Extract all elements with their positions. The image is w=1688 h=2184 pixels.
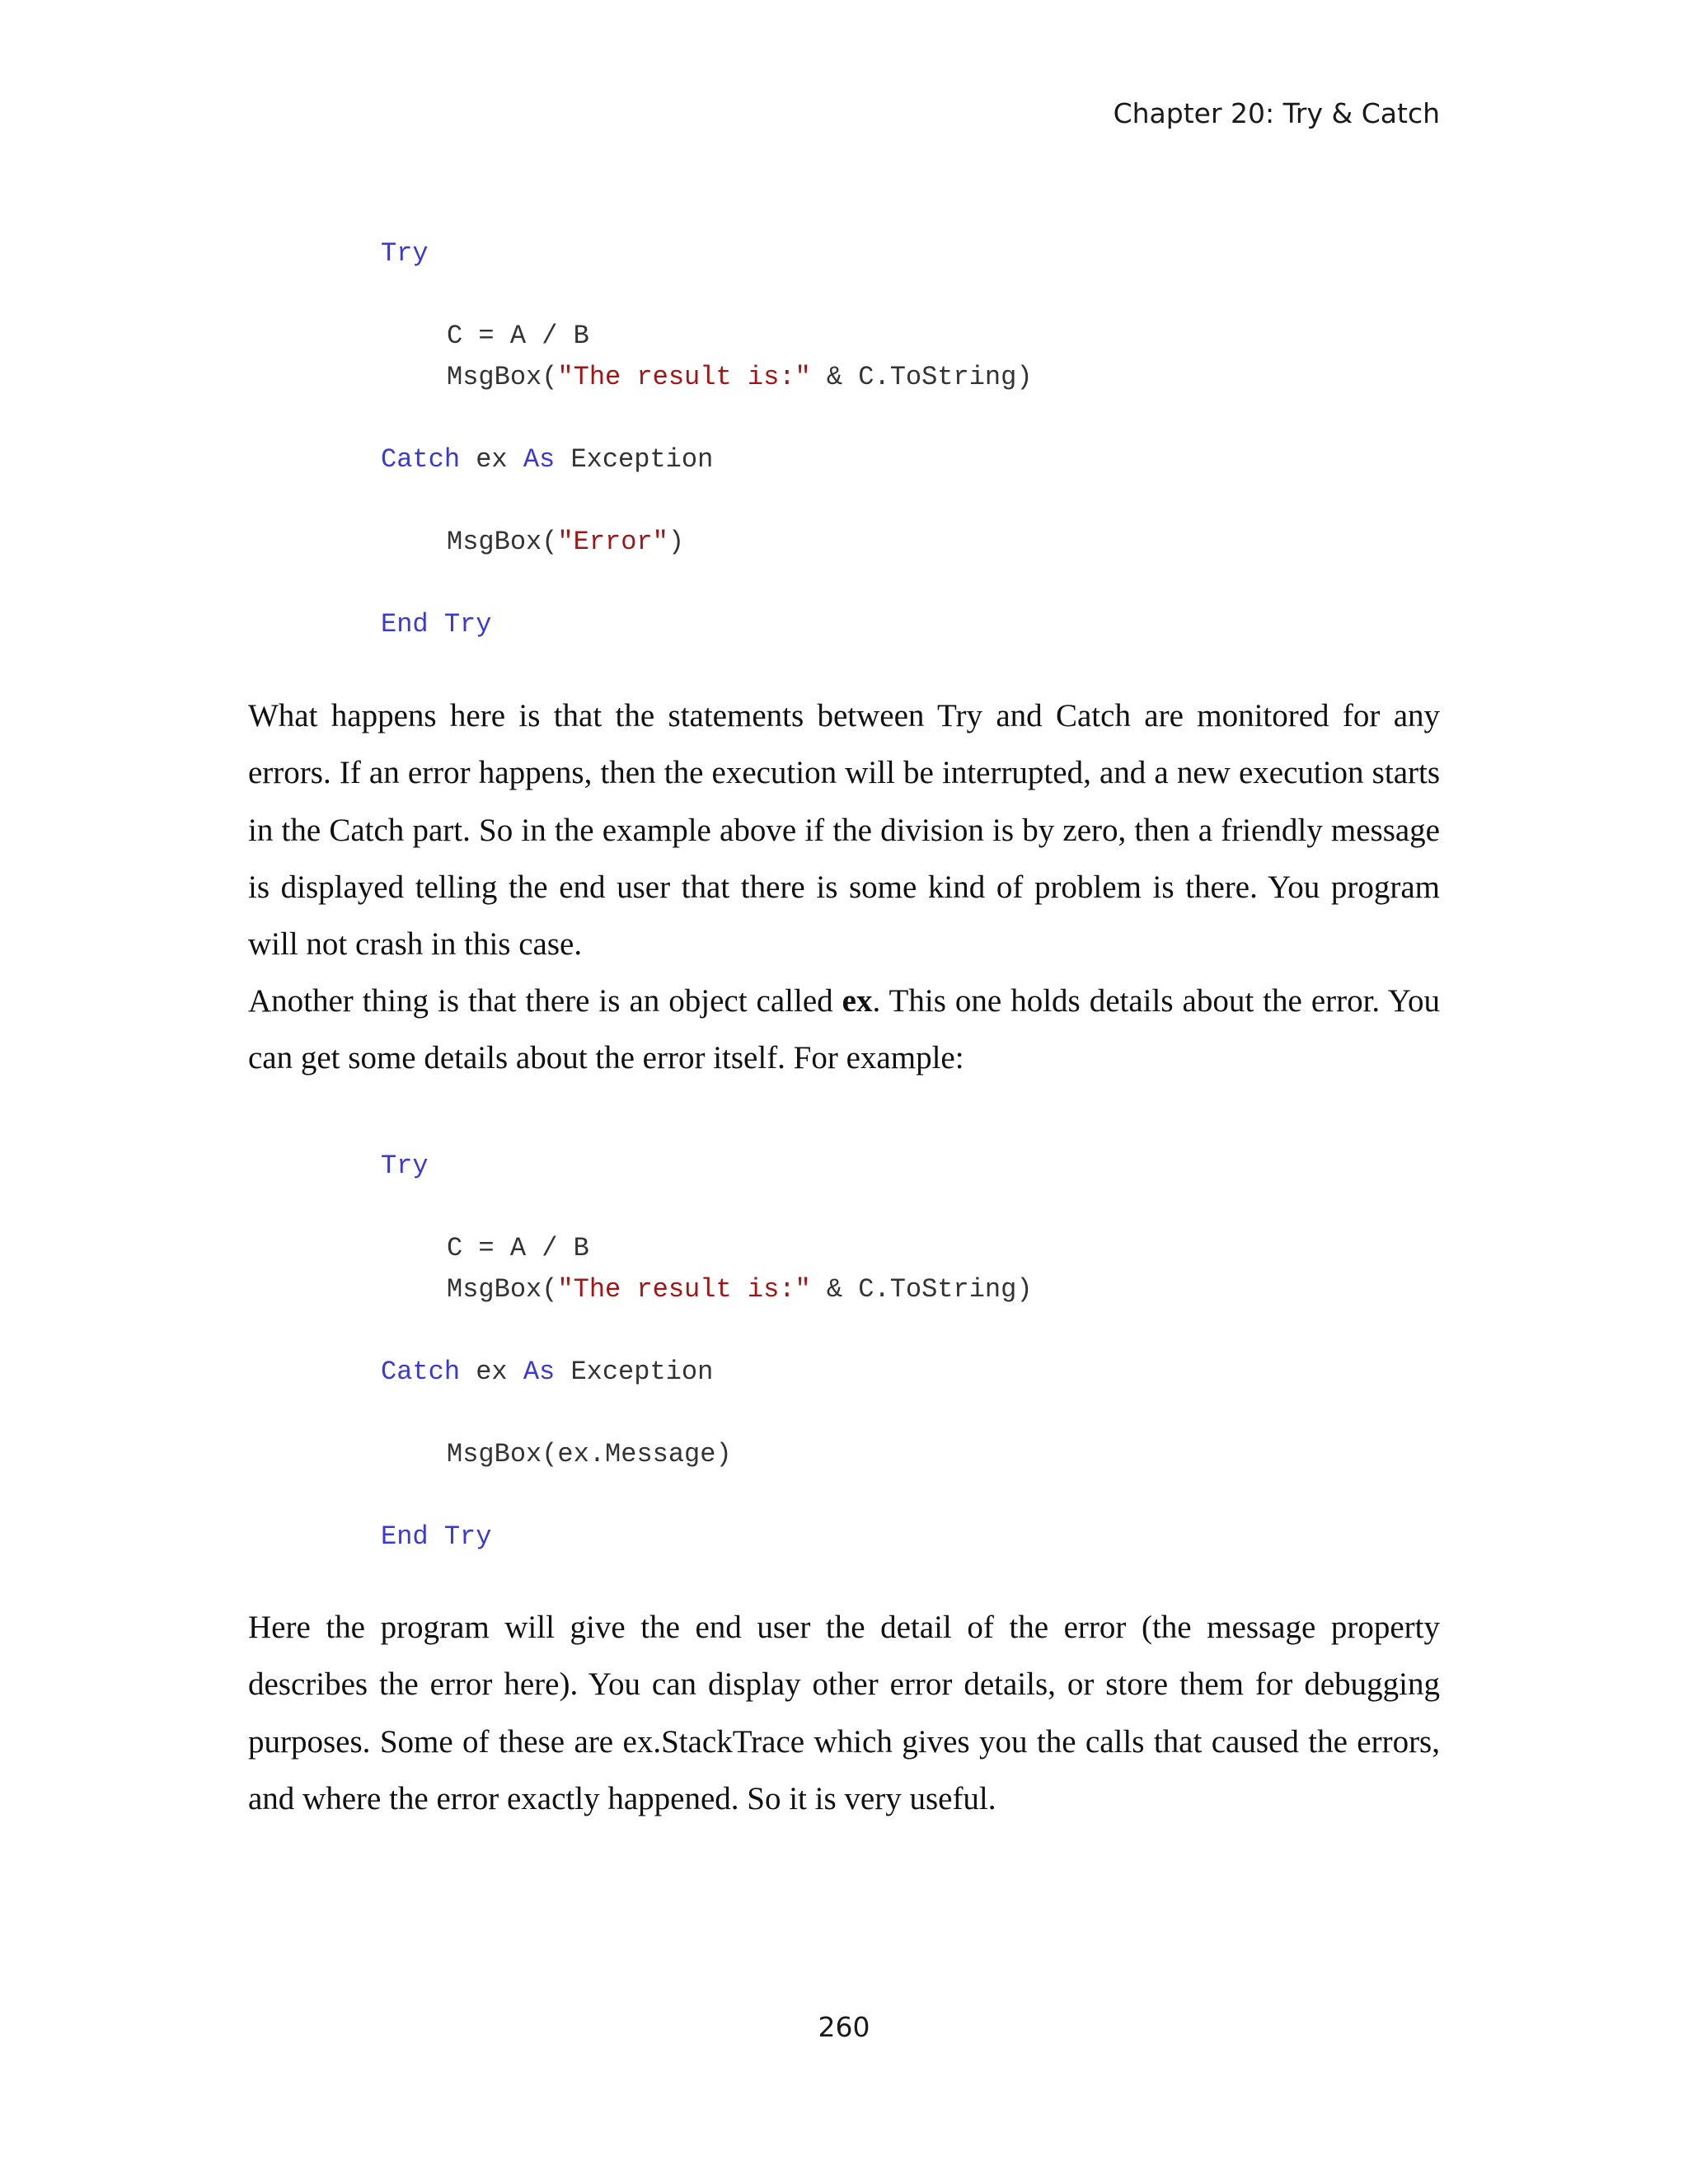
keyword-catch: Catch: [381, 1357, 461, 1387]
code-line-msgbox-message: MsgBox(ex.Message): [447, 1439, 732, 1469]
keyword-try: Try: [381, 238, 429, 269]
keyword-as: As: [523, 1357, 556, 1387]
paragraph-ex-object: [248, 972, 1440, 1087]
code-line-msgbox-result: [447, 363, 1033, 392]
code-fragment: MsgBox(: [447, 362, 558, 392]
code-fragment: ): [668, 527, 685, 557]
keyword-catch: Catch: [381, 444, 461, 475]
code-line-catch: [381, 1357, 713, 1387]
page-number: 260: [818, 2011, 870, 2043]
code-fragment: ex: [460, 1357, 523, 1387]
keyword-try: Try: [443, 1521, 492, 1552]
paragraph-explanation: What happens here is that the statements between Try and Catch are monitored for any errors. If an error happens, then the execution will be interrupted, and a new execution starts in the Catch part. So in the example above if the division is by zero, then a friendly message is displayed telling the end user that there is some kind of problem is there. You program will not crash in this case.: [248, 698, 1440, 963]
code-line-assign: C = A / B: [447, 321, 589, 351]
bold-term-ex: ex: [842, 983, 873, 1019]
code-line-msgbox-error: [447, 527, 684, 557]
code-fragment: MsgBox(: [447, 527, 558, 557]
code-line-end-try: [381, 610, 491, 640]
code-string-literal: "Error": [557, 527, 668, 557]
code-fragment: MsgBox(: [447, 1274, 558, 1305]
paragraph-details: Here the program will give the end user the detail of the error (the message property describes the error here). You can display other error details, or store them for debugging purposes. Some of these are ex.StackTrace which gives you the calls that caused the errors, and where the error exactly happened. So it is very useful.: [248, 1610, 1440, 1816]
code-line-try: [381, 239, 429, 269]
keyword-end: End: [381, 1521, 429, 1552]
code-fragment: & C.ToString): [810, 1274, 1033, 1305]
code-line-assign: C = A / B: [447, 1233, 589, 1263]
keyword-as: As: [523, 444, 556, 475]
keyword-try: Try: [443, 609, 492, 640]
paragraph-text: Another thing is that there is an object called: [248, 983, 842, 1019]
keyword-try: Try: [381, 1151, 429, 1181]
code-line-try: [381, 1151, 429, 1181]
code-line-msgbox-result: [447, 1275, 1033, 1305]
code-string-literal: "The result is:": [557, 362, 811, 392]
code-fragment: & C.ToString): [810, 362, 1033, 392]
code-fragment: Exception: [555, 444, 714, 475]
code-line-catch: [381, 445, 713, 475]
code-line-end-try: [381, 1522, 491, 1552]
code-fragment: Exception: [555, 1357, 714, 1387]
code-fragment: ex: [460, 444, 523, 475]
code-string-literal: "The result is:": [557, 1274, 811, 1305]
keyword-end: End: [381, 609, 429, 640]
paragraph-text: . This one holds details about the error. You can get some details about the error itself. For example:: [248, 983, 1441, 1076]
chapter-header: Chapter 20: Try & Catch: [1113, 97, 1440, 129]
